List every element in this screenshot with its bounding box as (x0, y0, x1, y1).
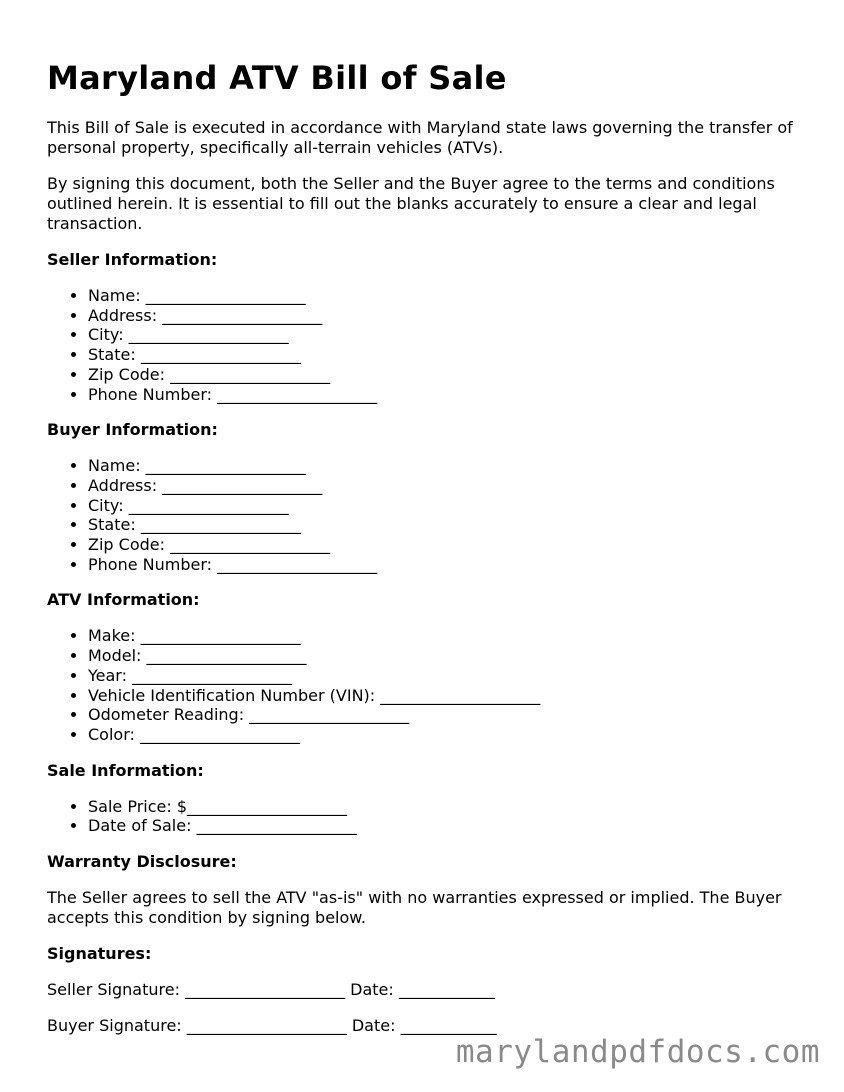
buyer-address-item: • Address: ____________________ (88, 476, 807, 496)
buyer-phone-item: • Phone Number: ____________________ (88, 555, 807, 575)
buyer-zip-item: • Zip Code: ____________________ (88, 535, 807, 555)
signatures-heading: Signatures: (47, 944, 152, 964)
seller-phone-item: • Phone Number: ____________________ (88, 385, 807, 405)
sale-list (47, 797, 807, 836)
atv-heading: ATV Information: (47, 590, 200, 610)
document-page (47, 56, 807, 1052)
buyer-name-item: • Name: ____________________ (88, 456, 807, 476)
buyer-state-item: • State: ____________________ (88, 515, 807, 535)
warranty-heading: Warranty Disclosure: (47, 852, 237, 872)
buyer-city-item: • City: ____________________ (88, 496, 807, 516)
seller-signature-line: Seller Signature: ____________________ Date: ____________ (47, 980, 495, 1000)
atv-year-item: • Year: ____________________ (88, 666, 807, 686)
atv-model-item: • Model: ____________________ (88, 646, 807, 666)
atv-color-item: • Color: ____________________ (88, 725, 807, 745)
seller-zip-item: • Zip Code: ____________________ (88, 365, 807, 385)
intro-paragraph-1: This Bill of Sale is executed in accordance with Maryland state laws governing the transfer of personal property, specifically all-terrain vehicles (ATVs). (47, 118, 793, 157)
seller-list (47, 286, 807, 404)
atv-make-item: • Make: ____________________ (88, 626, 807, 646)
atv-list (47, 626, 807, 744)
buyer-heading: Buyer Information: (47, 420, 218, 440)
watermark: marylandpdfdocs.com (455, 1034, 820, 1070)
seller-address-item: • Address: ____________________ (88, 306, 807, 326)
buyer-signature-line: Buyer Signature: ____________________ Date: ____________ (47, 1016, 497, 1036)
warranty-text: The Seller agrees to sell the ATV "as-is" with no warranties expressed or implied. The Buyer accepts this condition by signing below. (47, 888, 782, 928)
document-title: Maryland ATV Bill of Sale (47, 59, 507, 97)
atv-odometer-item: • Odometer Reading: ____________________ (88, 705, 807, 725)
intro-paragraph-2: By signing this document, both the Seller and the Buyer agree to the terms and conditions outlined herein. It is essential to fill out the blanks accurately to ensure a clear and legal transaction. (47, 174, 775, 233)
seller-state-item: • State: ____________________ (88, 345, 807, 365)
sale-date-item: • Date of Sale: ____________________ (88, 816, 807, 836)
buyer-list (47, 456, 807, 574)
sale-heading: Sale Information: (47, 760, 204, 780)
seller-name-item: • Name: ____________________ (88, 286, 807, 306)
sale-price-item: • Sale Price: $____________________ (88, 797, 807, 817)
seller-city-item: • City: ____________________ (88, 325, 807, 345)
atv-vin-item: • Vehicle Identification Number (VIN): ____________________ (88, 686, 807, 706)
seller-heading: Seller Information: (47, 250, 218, 269)
